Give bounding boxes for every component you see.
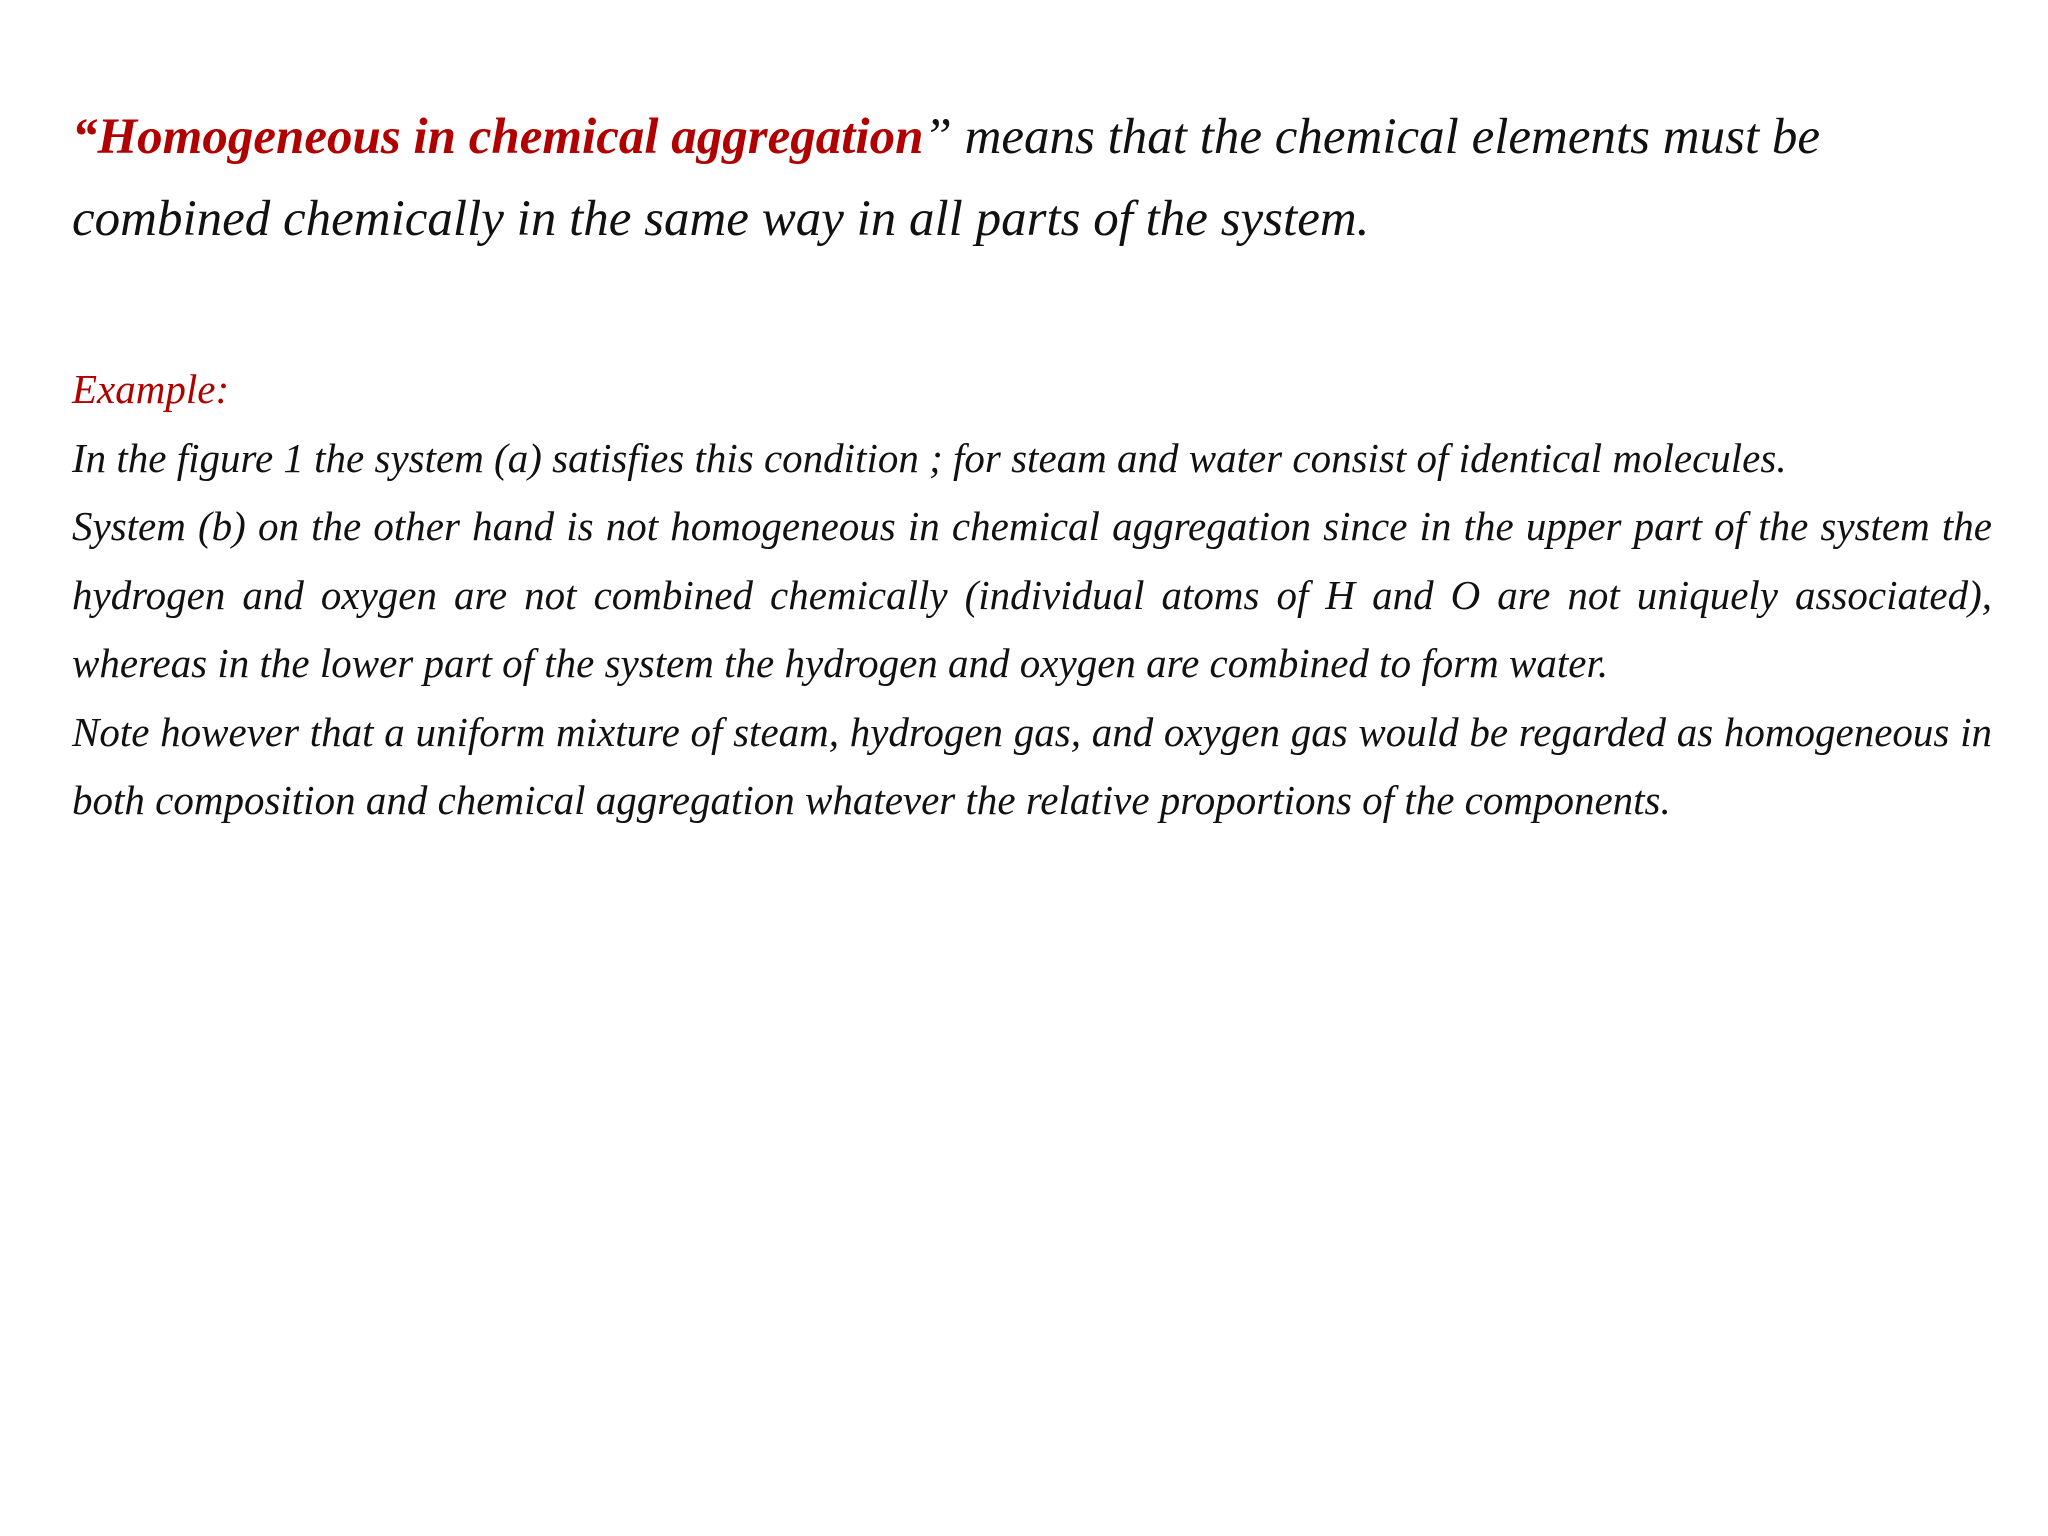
open-quote: “ bbox=[72, 109, 98, 165]
definition-term bbox=[72, 109, 923, 165]
definition-paragraph bbox=[72, 96, 1992, 260]
definition-text: means that the chemical elements must be combined chemically in the same way in all parts of the system. bbox=[72, 109, 1821, 247]
close-quote: ” bbox=[923, 109, 952, 165]
example-paragraph-figure: In the figure 1 the system (a) satisfies this condition ; for steam and water consist of identical molecules. bbox=[72, 434, 1787, 481]
example-heading: Example: bbox=[72, 366, 230, 412]
example-paragraph-system-b: System (b) on the other hand is not homogeneous in chemical aggregation since in the upper part of the system the hydrogen and oxygen are not combined chemically (individual atoms of H and O are not uniquely associated), whereas in the lower part of the system the hydrogen and oxygen are combined to form water. bbox=[72, 503, 1992, 686]
example-paragraph-note: Note however that a uniform mixture of steam, hydrogen gas, and oxygen gas would be regarded as homogeneous in both composition and chemical aggregation whatever the relative proportions of the components. bbox=[72, 708, 1992, 823]
term-text: Homogeneous in chemical aggregation bbox=[97, 109, 924, 165]
example-section bbox=[72, 355, 1992, 835]
